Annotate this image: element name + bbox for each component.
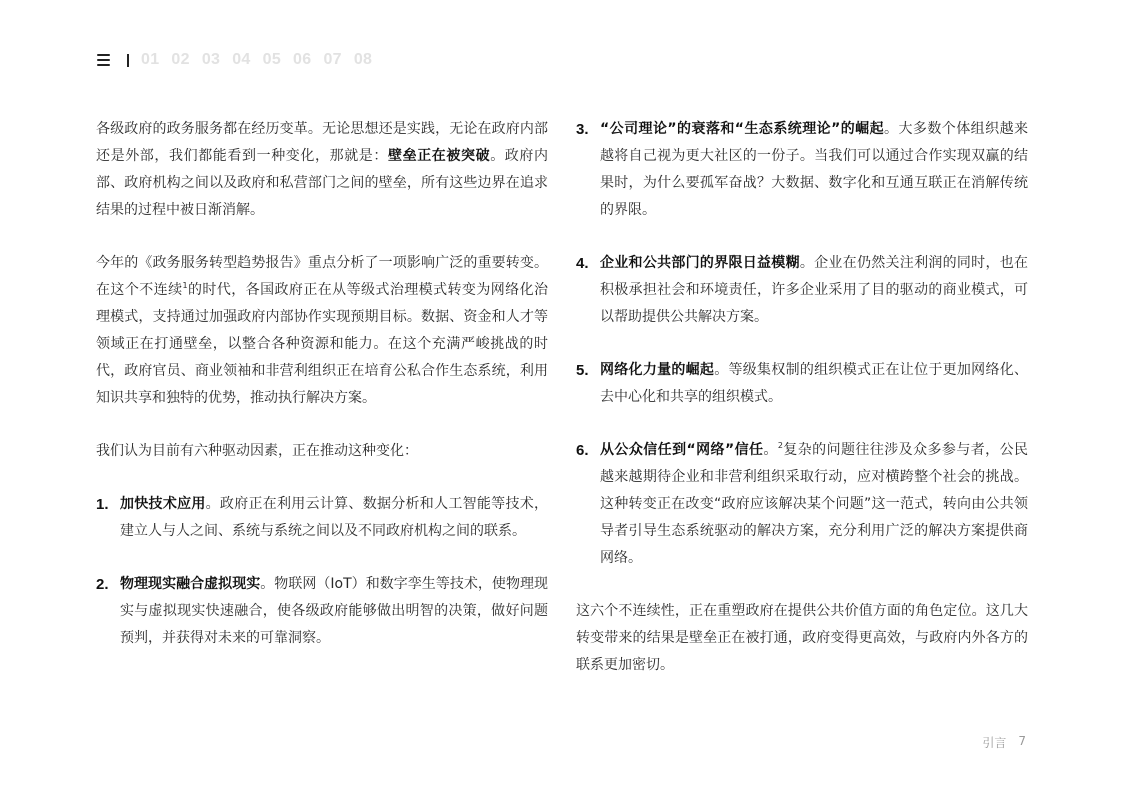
item-text-continued: 复杂的问题往往涉及众多参与者，公民越来越期待企业和非营利组织采取行动，应对横跨整个社会的挑战。这种转变正在改变“政府应该解决某个问题”这一范式，转向由公共领导者引导生态系统驱动的解决方案，充分利用广泛的解决方案提供商网络。 bbox=[600, 442, 1029, 566]
section-name: 引言 bbox=[982, 736, 1007, 750]
emphasis-text: 壁垒正在被突破 bbox=[388, 148, 491, 164]
item-heading: 物理现实融合虚拟现实 bbox=[120, 576, 261, 592]
item-number: 4. bbox=[576, 255, 589, 272]
item-text: 。企业在仍然关注利润的同时，也在积极承担社会和环境责任，许多企业采用了目的驱动的商业模式，可以帮助提供公共解决方案。 bbox=[600, 255, 1029, 325]
hamburger-menu-icon[interactable] bbox=[97, 54, 110, 66]
drivers-intro: 我们认为目前有六种驱动因素，正在推动这种变化： bbox=[96, 443, 418, 459]
right-column bbox=[576, 116, 1028, 705]
page-footer bbox=[982, 734, 1026, 751]
driver-item-5 bbox=[576, 357, 1028, 411]
section-link-07[interactable]: 07 bbox=[323, 51, 342, 68]
section-link-04[interactable]: 04 bbox=[232, 51, 251, 68]
closing-paragraph: 这六个不连续性，正在重塑政府在提供公共价值方面的角色定位。这几大转变带来的结果是壁垒正在被打通，政府变得更高效，与政府内外各方的联系更加密切。 bbox=[576, 603, 1028, 673]
page-number: 7 bbox=[1018, 734, 1026, 748]
footnote-ref[interactable]: 1 bbox=[182, 281, 188, 290]
driver-item-2 bbox=[96, 571, 548, 652]
driver-item-3 bbox=[576, 116, 1028, 224]
item-text: 。 bbox=[763, 442, 778, 458]
item-heading: 企业和公共部门的界限日益模糊 bbox=[600, 255, 800, 271]
section-link-02[interactable]: 02 bbox=[171, 51, 190, 68]
section-link-01[interactable]: 01 bbox=[141, 51, 160, 68]
item-number: 5. bbox=[576, 362, 589, 379]
section-nav bbox=[141, 51, 372, 69]
item-text: 。政府正在利用云计算、数据分析和人工智能等技术，建立人与人之间、系统与系统之间以及不同政府机构之间的联系。 bbox=[120, 496, 548, 539]
driver-item-1 bbox=[96, 491, 548, 545]
footnote-ref[interactable]: 2 bbox=[777, 441, 783, 450]
item-number: 6. bbox=[576, 442, 589, 459]
top-navigation bbox=[97, 50, 372, 70]
left-column bbox=[96, 116, 548, 678]
item-text: 。物联网（IoT）和数字孪生等技术，使物理现实与虚拟现实快速融合，使各级政府能够做出明智的决策，做好问题预判，并获得对未来的可靠洞察。 bbox=[120, 576, 549, 646]
report-paragraph: 今年的《政务服务转型趋势报告》重点分析了一项影响广泛的重要转变。在这个不连续$^1$的时代，各国政府正在从等级式治理模式转变为网络化治理模式，支持通过加强政府内部协作实现预期目标。数据、资金和人才等领域正在打通壁垒，以整合各种资源和能力。在这个充满严峻挑战的时代，政府官员、商业领袖和非营利组织正在培育公私合作生态系统，利用知识共享和独特的优势，推动执行解决方案。 bbox=[96, 255, 549, 406]
section-link-03[interactable]: 03 bbox=[201, 51, 221, 68]
section-link-06[interactable]: 06 bbox=[293, 51, 312, 68]
item-heading: 从公众信任到“网络”信任 bbox=[600, 442, 764, 458]
item-text: 。大多数个体组织越来越将自己视为更大社区的一份子。当我们可以通过合作实现双赢的结果时，为什么要孤军奋战？大数据、数字化和互通互联正在消解传统的界限。 bbox=[600, 121, 1029, 218]
item-number: 1. bbox=[96, 496, 109, 513]
nav-divider bbox=[127, 54, 129, 67]
item-number: 2. bbox=[96, 576, 109, 593]
item-heading: 网络化力量的崛起 bbox=[600, 362, 715, 378]
driver-item-6 bbox=[576, 437, 1028, 572]
item-number: 3. bbox=[576, 121, 589, 138]
driver-item-4 bbox=[576, 250, 1028, 331]
section-link-08[interactable]: 08 bbox=[353, 51, 373, 68]
section-link-05[interactable]: 05 bbox=[262, 51, 282, 68]
item-heading: 加快技术应用 bbox=[120, 496, 206, 512]
intro-paragraph: 各级政府的政务服务都在经历变革。无论思想还是实践，无论在政府内部还是外部，我们都能看到一种变化，那就是：壁垒正在被突破。政府内部、政府机构之间以及政府和私营部门之间的壁垒，所有这些边界在追求结果的过程中被日渐消解。 bbox=[96, 121, 549, 218]
item-text: 。等级集权制的组织模式正在让位于更加网络化、去中心化和共享的组织模式。 bbox=[600, 362, 1029, 405]
item-heading: “公司理论”的衰落和“生态系统理论”的崛起 bbox=[600, 121, 885, 137]
